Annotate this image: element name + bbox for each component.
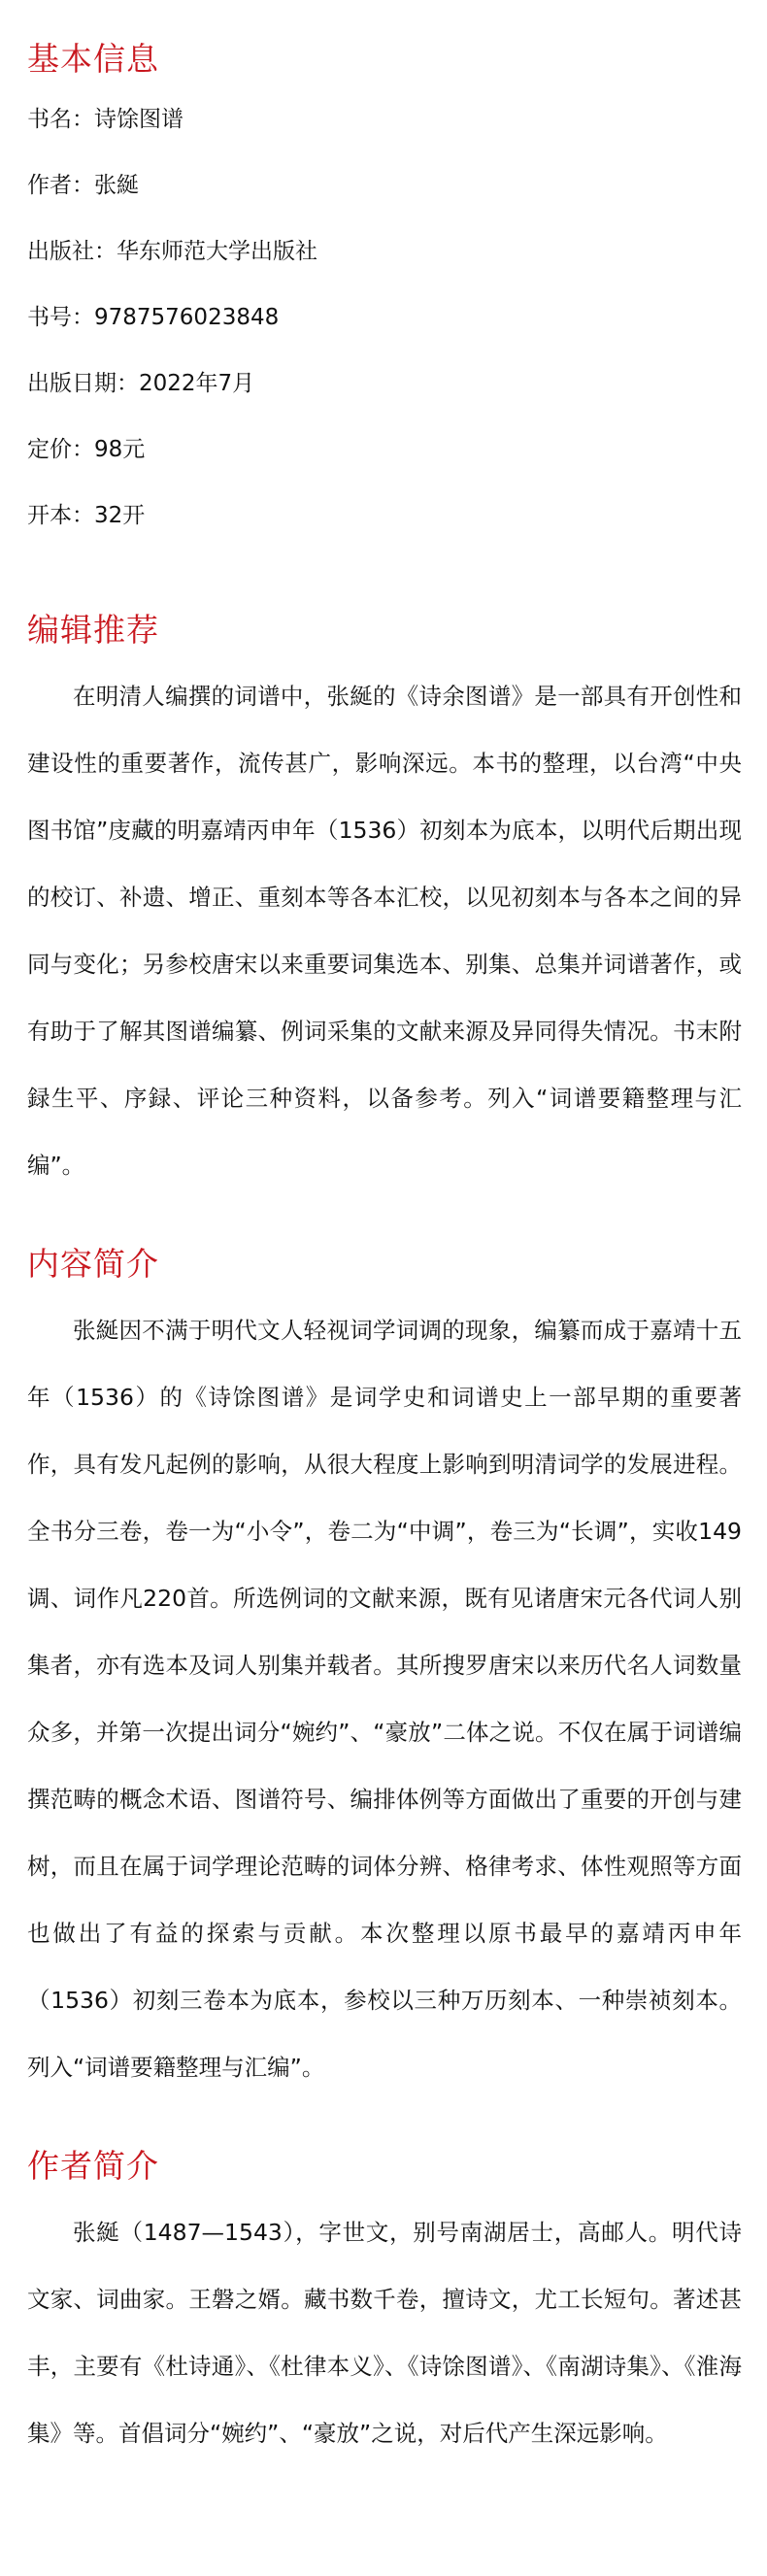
- publisher-line: 出版社：华东师范大学出版社: [27, 239, 317, 264]
- author-intro-section: [27, 2101, 742, 2467]
- author-intro-heading: 作者简介: [27, 2147, 159, 2185]
- editor-recommendation-heading: 编辑推荐: [27, 611, 159, 649]
- content-intro-heading: 内容简介: [27, 1245, 159, 1283]
- author-line: 作者：张綖: [27, 173, 139, 198]
- basic-info-heading: 基本信息: [27, 40, 159, 78]
- author-intro-text: 张綖（1487—1543），字世文，别号南湖居士，高邮人。明代诗文家、词曲家。王磐之婿。藏书数千卷，擅诗文，尤工长短句。著述甚丰，主要有《杜诗通》、《杜律本义》、《诗馀图谱》、《南湖诗集》、《淮海集》等。首倡词分“婉约”、“豪放”之说，对后代产生深远影响。: [27, 2219, 742, 2447]
- basic-info-section: [27, 0, 742, 530]
- price-line: 定价：98元: [27, 437, 146, 462]
- content-intro-text: 张綖因不满于明代文人轻视词学词调的现象，编纂而成于嘉靖十五年（1536）的《诗馀图谱》是词学史和词谱史上一部早期的重要著作，具有发凡起例的影响，从很大程度上影响到明清词学的发展进程。全书分三卷，卷一为“小令”，卷二为“中调”，卷三为“长调”，实收149调、词作凡220首。所选例词的文献来源，既有见诸唐宋元各代词人别集者，亦有选本及词人别集并载者。其所搜罗唐宋以来历代名人词数量众多，并第一次提出词分“婉约”、“豪放”二体之说。不仅在属于词谱编撰范畴的概念术语、图谱符号、编排体例等方面做出了重要的开创与建树，而且在属于词学理论范畴的词体分辨、格律考求、体性观照等方面也做出了有益的探索与贡献。本次整理以原书最早的嘉靖丙申年（1536）初刻三卷本为底本，参校以三种万历刻本、一种崇祯刻本。列入“词谱要籍整理与汇编”。: [27, 1317, 742, 2081]
- format-line: 开本：32开: [27, 503, 146, 528]
- publish-date-line: 出版日期：2022年7月: [27, 371, 255, 396]
- content-intro-section: [27, 1199, 742, 2101]
- isbn-line: 书号：9787576023848: [27, 305, 280, 330]
- book-title-line: 书名：诗馀图谱: [27, 107, 183, 132]
- editor-recommendation-section: [27, 567, 742, 1199]
- editor-recommendation-text: 在明清人编撰的词谱中，张綖的《诗余图谱》是一部具有开创性和建设性的重要著作，流传甚广，影响深远。本书的整理，以台湾“中央图书馆”庋藏的明嘉靖丙申年（1536）初刻本为底本，以明代后期出现的校订、补遗、增正、重刻本等各本汇校，以见初刻本与各本之间的异同与变化；另参校唐宋以来重要词集选本、别集、总集并词谱著作，或有助于了解其图谱编纂、例词采集的文献来源及异同得失情况。书末附録生平、序録、评论三种资料，以备参考。列入“词谱要籍整理与汇编”。: [27, 683, 742, 1179]
